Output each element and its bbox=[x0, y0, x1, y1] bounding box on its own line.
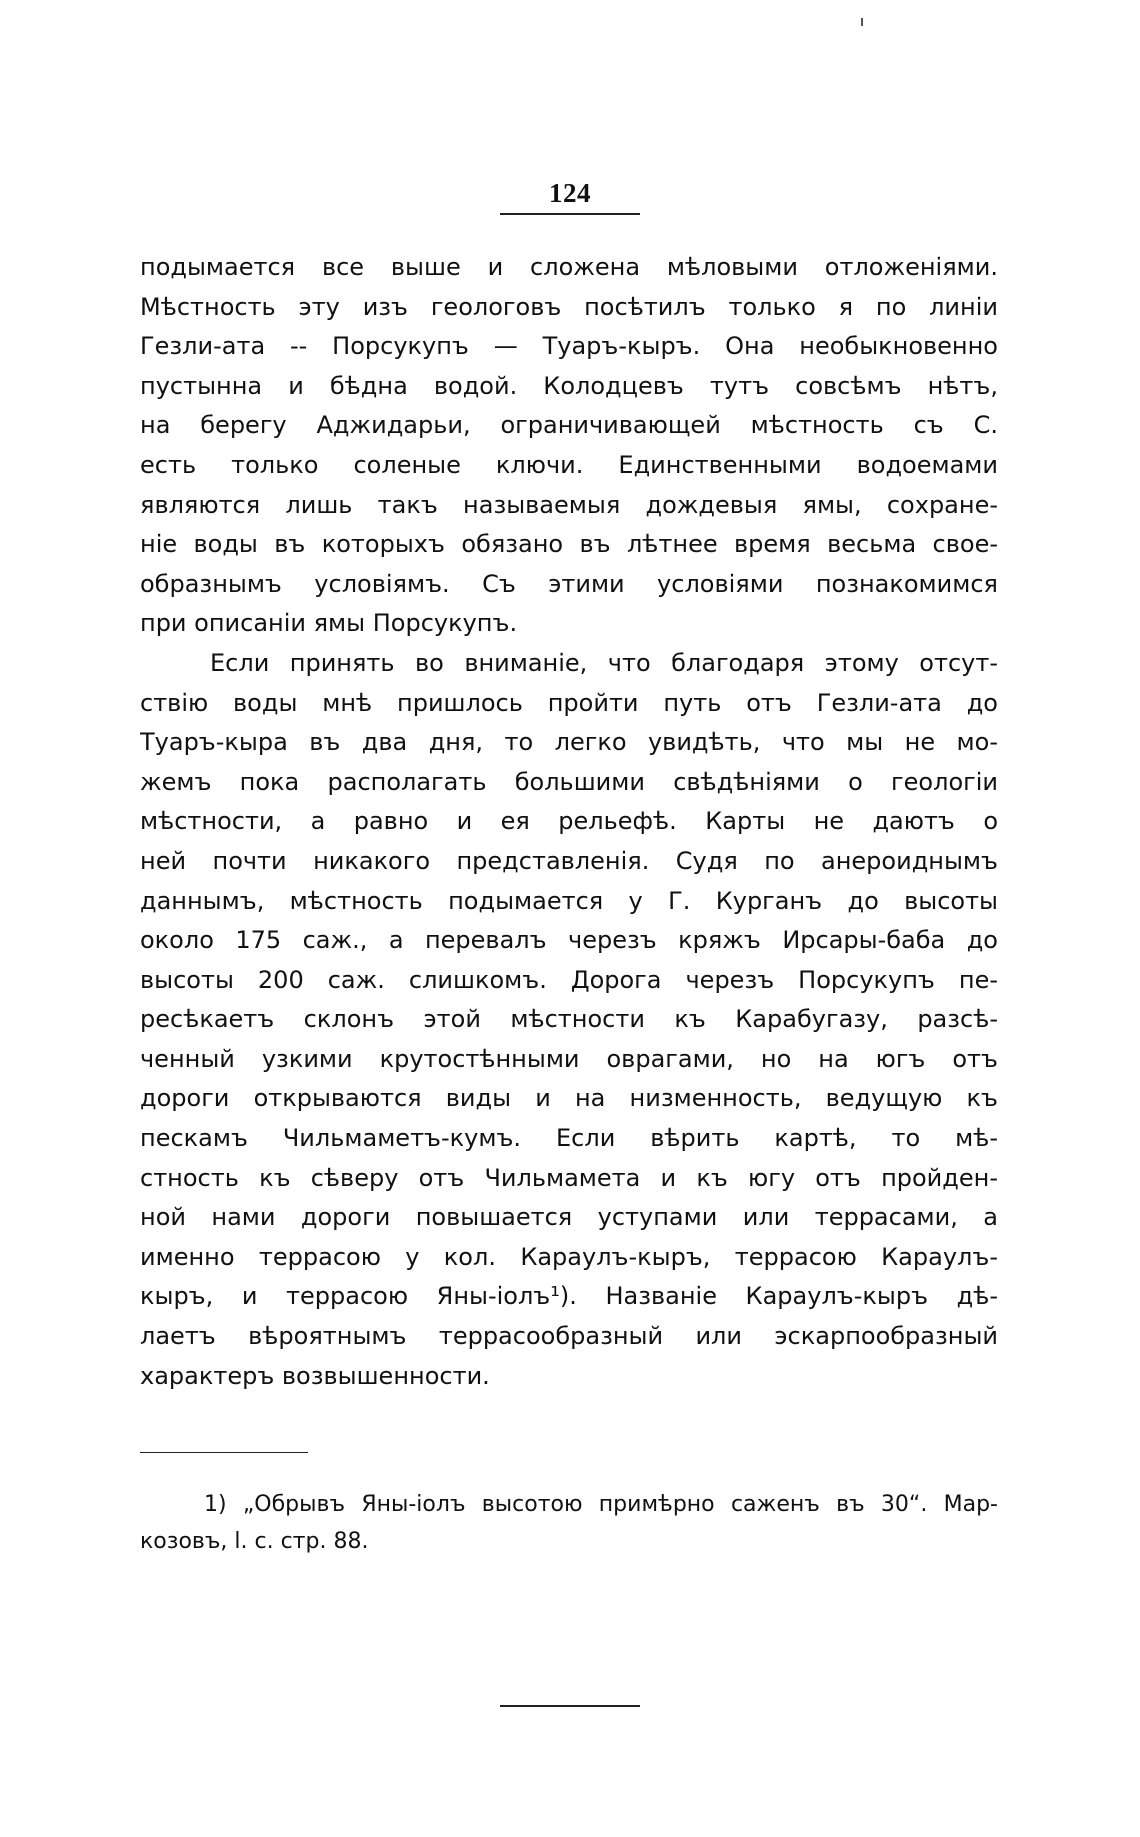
text-line: характеръ возвышенности. bbox=[140, 1361, 490, 1390]
text-line: на берегу Аджидарьи, ограничивающей мѣстность съ С. bbox=[140, 411, 998, 440]
text-line: дороги открываются виды и на низменность, ведущую къ bbox=[140, 1084, 998, 1113]
text-line: подымается все выше и сложена мѣловыми отложеніями. bbox=[140, 253, 998, 281]
page-number-rule bbox=[500, 213, 640, 215]
footnote-line: 1) „Обрывъ Яны-іолъ высотою примѣрно саженъ въ 30“. Мар- bbox=[204, 1492, 998, 1517]
text-line: ствію воды мнѣ пришлось пройти путь отъ Гезли-ата до bbox=[140, 688, 998, 717]
text-line: ней почти никакого представленія. Судя по анероиднымъ bbox=[140, 846, 998, 875]
text-line: жемъ пока располагать большими свѣдѣніями о геологіи bbox=[140, 767, 998, 796]
text-line: мѣстности, а равно и ея рельефѣ. Карты не даютъ о bbox=[140, 807, 998, 836]
text-line: высоты 200 саж. слишкомъ. Дорога черезъ Порсукупъ пе- bbox=[140, 965, 998, 994]
bottom-rule bbox=[500, 1705, 640, 1707]
text-line: именно террасою у кол. Караулъ-кыръ, террасою Караулъ- bbox=[140, 1242, 998, 1271]
main-text bbox=[140, 248, 998, 1396]
text-line: кыръ, и террасою Яны-іолъ¹). Названіе Караулъ-кыръ дѣ- bbox=[140, 1282, 998, 1311]
text-line: есть только соленые ключи. Единственными водоемами bbox=[140, 450, 998, 479]
footnote bbox=[140, 1486, 998, 1560]
text-line: являются лишь такъ называемыя дождевыя ямы, сохране- bbox=[140, 490, 998, 519]
text-line: ченный узкими крутостѣнными оврагами, но на югъ отъ bbox=[140, 1044, 998, 1073]
text-line: лаетъ вѣроятнымъ террасообразный или эскарпообразный bbox=[140, 1322, 998, 1351]
text-line: пескамъ Чильмаметъ-кумъ. Если вѣрить картѣ, то мѣ- bbox=[140, 1124, 998, 1153]
text-line: даннымъ, мѣстность подымается у Г. Курганъ до высоты bbox=[140, 886, 998, 915]
text-line: ресѣкаетъ склонъ этой мѣстности къ Карабугазу, разсѣ- bbox=[140, 1005, 998, 1034]
text-line: Мѣстность эту изъ геологовъ посѣтилъ только я по линіи bbox=[140, 292, 998, 321]
text-line: пустынна и бѣдна водой. Колодцевъ тутъ совсѣмъ нѣтъ, bbox=[140, 371, 998, 400]
text-line: Гезли-ата -- Порсукупъ — Туаръ-кыръ. Она необыкновенно bbox=[140, 332, 998, 361]
footnote-line: козовъ, l. c. стр. 88. bbox=[140, 1529, 369, 1554]
text-line: около 175 саж., а перевалъ черезъ кряжъ Ирсары-баба до bbox=[140, 926, 998, 955]
text-line: Если принять во вниманіе, что благодаря этому отсут- bbox=[210, 648, 998, 677]
text-line: ной нами дороги повышается уступами или террасами, а bbox=[140, 1203, 998, 1232]
text-line: ніе воды въ которыхъ обязано въ лѣтнее время весьма свое- bbox=[140, 530, 998, 559]
page-number: 124 bbox=[549, 178, 591, 208]
text-line: образнымъ условіямъ. Съ этими условіями познакомимся bbox=[140, 569, 998, 598]
footnote-separator bbox=[140, 1452, 308, 1453]
text-line: стность къ сѣверу отъ Чильмамета и къ югу отъ пройден- bbox=[140, 1163, 998, 1192]
scan-mark bbox=[861, 18, 863, 26]
text-line: при описаніи ямы Порсукупъ. bbox=[140, 609, 518, 638]
text-line: Туаръ-кыра въ два дня, то легко увидѣть, что мы не мо- bbox=[140, 728, 998, 757]
